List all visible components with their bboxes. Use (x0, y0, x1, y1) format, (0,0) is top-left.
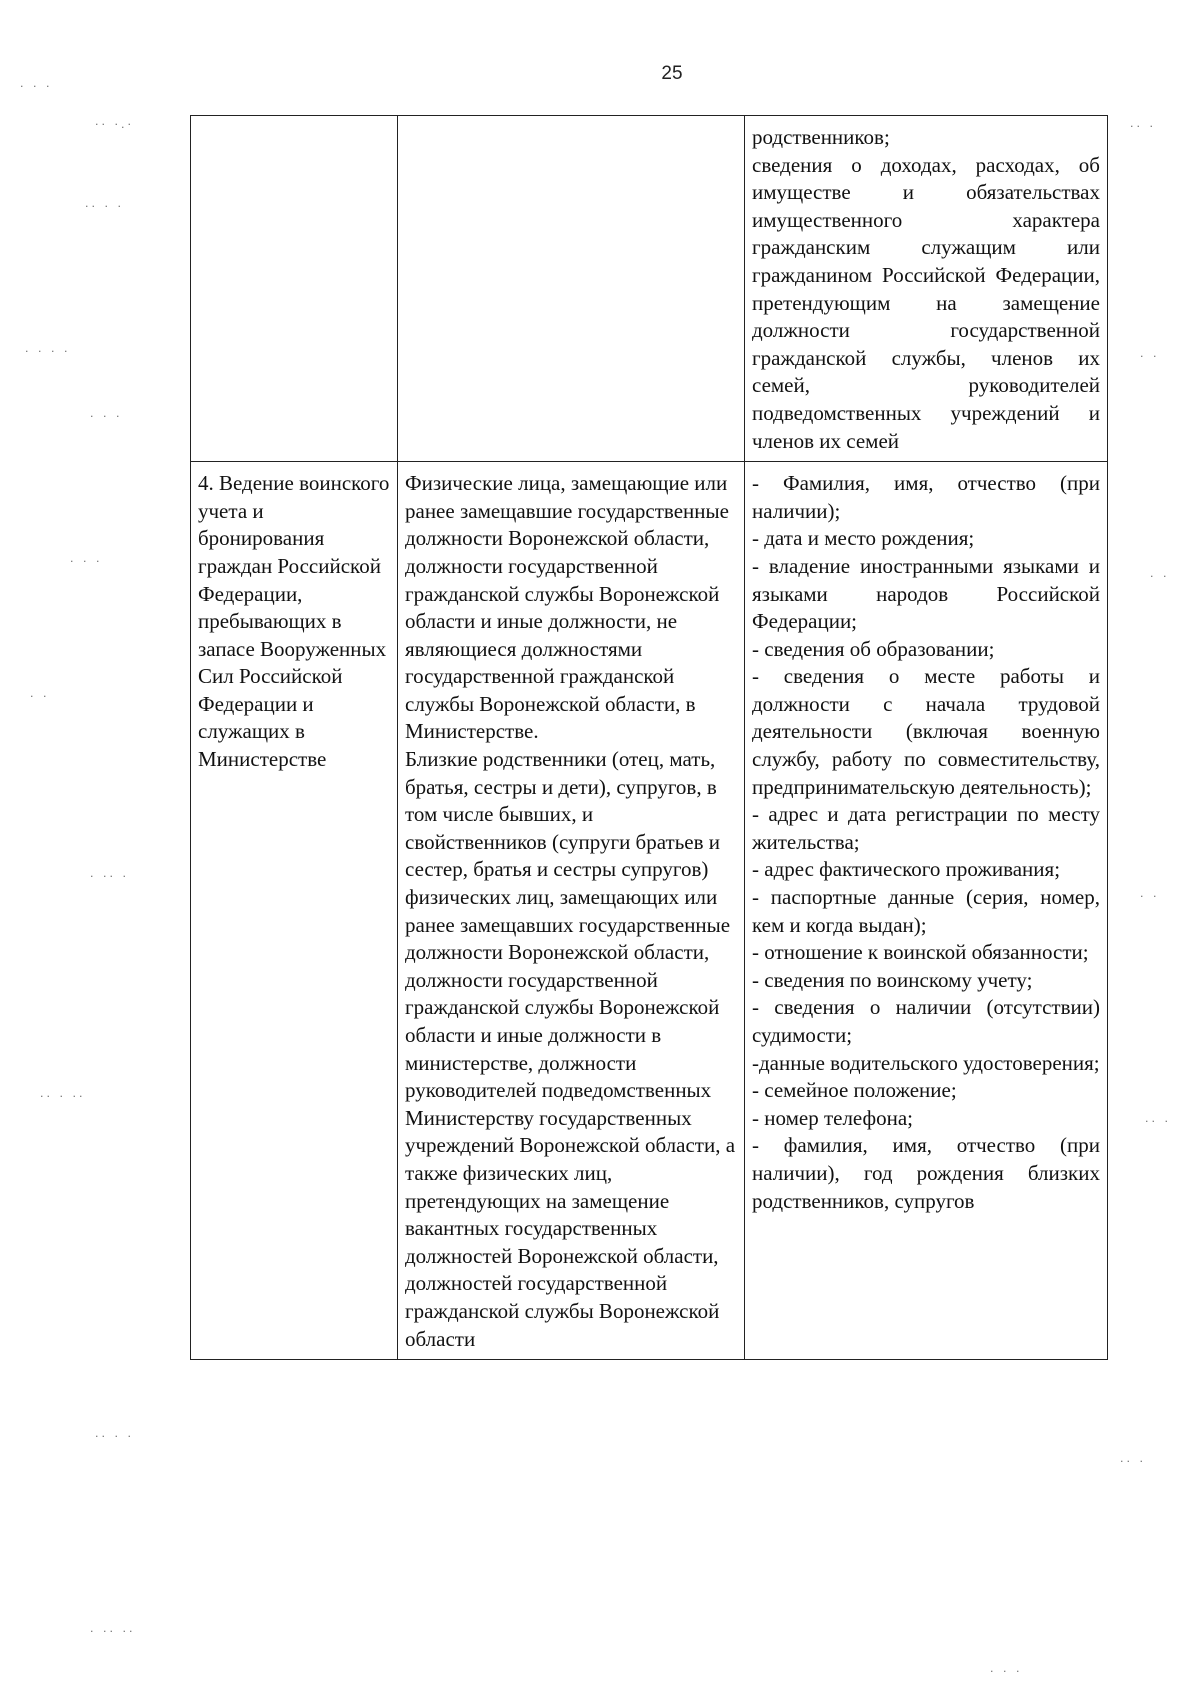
cell-line: сведения о доходах, расходах, об имуществе и обязательствах имущественного характера гражданским служащим или гражданином Российской Федерации, претендующим на замещение должности государственной гражданской службы, членов их семей, руководителей подведомственных учреждений и членов их семей (752, 152, 1100, 453)
table-cell (398, 116, 745, 462)
cell-line: - сведения об образовании; (752, 636, 995, 661)
scan-noise: ·· · · (95, 1430, 134, 1443)
scan-noise: ·· ·.· (95, 118, 134, 131)
cell-line: - адрес и дата регистрации по месту жительства; (752, 802, 1100, 854)
scan-noise: · · (1140, 350, 1160, 363)
cell-line: - сведения о месте работы и должности с начала трудовой деятельности (включая военную службу, работу по совместительству, предпринимательскую деятельность); (752, 664, 1100, 799)
scan-noise: · · · · (25, 345, 71, 358)
scan-noise: · · · (90, 410, 123, 423)
table-row (191, 462, 1108, 1360)
scan-noise: ·· · (1145, 1115, 1171, 1128)
scan-noise: · · (1140, 890, 1160, 903)
cell-line: - номер телефона; (752, 1105, 913, 1130)
cell-line: - паспортные данные (серия, номер, кем и когда выдан); (752, 885, 1100, 937)
cell-line: - владение иностранными языками и языками народов Российской Федерации; (752, 553, 1100, 634)
scan-noise: ·· · (1120, 1455, 1146, 1468)
scan-noise: · · (30, 690, 50, 703)
table-cell (745, 462, 1108, 1360)
cell-line: - семейное положение; (752, 1078, 957, 1103)
table-cell (191, 116, 398, 462)
cell-line: Близкие родственники (отец, мать, братья, сестры и дети), супругов, в том числе бывших, и свойственников (супруги братьев и сестер, братья и сестры супругов) физических лиц, замещающих или ранее замещавших государственные должности Воронежской области, должности государственной гражданской службы Воронежской области и иные должности в министерстве, должности руководителей подведомственных Министерству государственных учреждений Воронежской области, а также физических лиц, претендующих на замещение вакантных государственных должностей Воронежской области, должностей государственной гражданской службы Воронежской области (405, 747, 736, 1351)
cell-line: - адрес фактического проживания; (752, 857, 1061, 882)
cell-line: - сведения о наличии (отсутствии) судимости; (752, 995, 1100, 1047)
scan-noise: · · · (70, 555, 103, 568)
data-table (190, 115, 1108, 1360)
cell-line: - дата и место рождения; (752, 526, 975, 551)
scan-noise: · · · (20, 80, 53, 93)
scan-noise: · · · (990, 1665, 1023, 1678)
scan-noise: ·· · (1130, 120, 1156, 133)
cell-line: - Фамилия, имя, отчество (при наличии); (752, 471, 1100, 523)
cell-line: Физические лица, замещающие или ранее замещавшие государственные должности Воронежской области, должности государственной гражданской службы Воронежской области и иные должности, не являющиеся должностями государственной гражданской службы Воронежской области, в Министерстве. (405, 471, 729, 744)
scan-noise: · ·· ·· (90, 1625, 136, 1638)
cell-line: - фамилия, имя, отчество (при наличии), год рождения близких родственников, супругов (752, 1133, 1100, 1213)
page-number: 25 (661, 63, 683, 84)
scan-noise: · · (1150, 570, 1170, 583)
cell-line: родственников; (752, 125, 890, 149)
table-cell (745, 116, 1108, 462)
table-row (191, 116, 1108, 462)
scan-noise: ·· · ·· (40, 1090, 86, 1103)
cell-line: -данные водительского удостоверения; (752, 1050, 1100, 1075)
scan-noise: ·· · · (85, 200, 124, 213)
cell-line: - отношение к воинской обязанности; (752, 940, 1089, 965)
table-cell (398, 462, 745, 1360)
table-cell: 4. Ведение воинского учета и бронирования граждан Российской Федерации, пребывающих в запасе Вооруженных Сил Российской Федерации и служащих в Министерстве (191, 462, 398, 1360)
cell-line: - сведения по воинскому учету; (752, 967, 1033, 992)
scan-noise: · ·· · (90, 870, 129, 883)
